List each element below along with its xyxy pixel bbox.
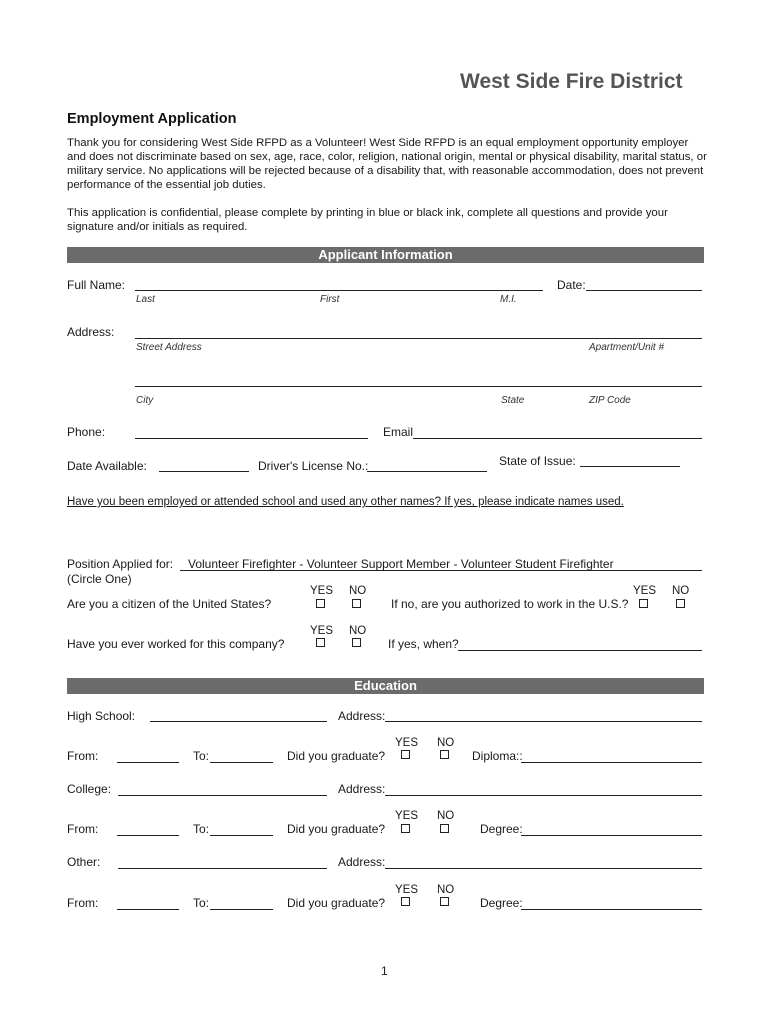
college-address-label: Address:	[338, 782, 386, 796]
other-from-label: From:	[67, 896, 99, 910]
other-degree-field[interactable]	[521, 909, 702, 910]
first-name-caption: First	[320, 294, 340, 305]
position-underline	[180, 570, 702, 571]
college-address-field[interactable]	[385, 795, 702, 796]
other-from-field[interactable]	[117, 909, 179, 910]
college-yes-header: YES	[395, 810, 419, 822]
drivers-license-label: Driver's License No.:	[258, 459, 369, 473]
college-yes-checkbox[interactable]	[401, 824, 410, 833]
other-yes-header: YES	[395, 884, 419, 896]
hs-graduate-question: Did you graduate?	[287, 749, 386, 763]
state-of-issue-label: State of Issue:	[499, 454, 576, 468]
position-options[interactable]: Volunteer Firefighter - Volunteer Support Member - Volunteer Student Firefighter	[188, 557, 614, 571]
section-header-education: Education	[67, 678, 704, 694]
other-no-header: NO	[437, 884, 455, 896]
date-available-field[interactable]	[159, 471, 249, 472]
high-school-field[interactable]	[150, 721, 327, 722]
authorized-no-checkbox[interactable]	[676, 599, 685, 608]
position-label: Position Applied for:	[67, 557, 174, 571]
other-no-checkbox[interactable]	[440, 897, 449, 906]
zip-caption: ZIP Code	[589, 395, 631, 406]
diploma-label: Diploma::	[472, 749, 523, 763]
hs-no-checkbox[interactable]	[440, 750, 449, 759]
middle-initial-caption: M.I.	[500, 294, 517, 305]
college-no-checkbox[interactable]	[440, 824, 449, 833]
street-address-caption: Street Address	[136, 342, 202, 353]
citizen-question: Are you a citizen of the United States?	[67, 597, 272, 611]
instructions-paragraph: This application is confidential, please complete by printing in blue or black ink, complete all questions and provide your signature and/or initials as required.	[67, 207, 668, 233]
authorized-question: If no, are you authorized to work in the U.S.?	[391, 597, 629, 611]
address-label: Address:	[67, 325, 115, 339]
hs-yes-checkbox[interactable]	[401, 750, 410, 759]
phone-field[interactable]	[135, 438, 368, 439]
hs-from-label: From:	[67, 749, 99, 763]
worked-yes-checkbox[interactable]	[316, 638, 325, 647]
worked-no-checkbox[interactable]	[352, 638, 361, 647]
other-address-label: Address:	[338, 855, 386, 869]
city-caption: City	[136, 395, 154, 406]
other-address-field[interactable]	[385, 868, 702, 869]
college-to-field[interactable]	[210, 835, 273, 836]
hs-to-label: To:	[193, 749, 210, 763]
citizen-yes-checkbox[interactable]	[316, 599, 325, 608]
authorized-yes-checkbox[interactable]	[639, 599, 648, 608]
college-from-label: From:	[67, 822, 99, 836]
citizen-no-checkbox[interactable]	[352, 599, 361, 608]
worked-no-header: NO	[349, 625, 367, 637]
citizen-yes-header: YES	[310, 585, 334, 597]
other-degree-label: Degree:	[480, 896, 523, 910]
worked-question: Have you ever worked for this company?	[67, 637, 285, 651]
section-header-applicant: Applicant Information	[67, 247, 704, 263]
diploma-field[interactable]	[521, 762, 702, 763]
state-caption: State	[501, 395, 525, 406]
college-no-header: NO	[437, 810, 455, 822]
last-name-caption: Last	[136, 294, 155, 305]
page-number: 1	[381, 964, 388, 978]
college-to-label: To:	[193, 822, 210, 836]
other-graduate-question: Did you graduate?	[287, 896, 386, 910]
college-from-field[interactable]	[117, 835, 179, 836]
circle-one-note: (Circle One)	[67, 572, 132, 586]
date-field[interactable]	[586, 290, 702, 291]
hs-from-field[interactable]	[117, 762, 179, 763]
date-available-label: Date Available:	[67, 459, 147, 473]
other-school-label: Other:	[67, 855, 101, 869]
other-to-field[interactable]	[210, 909, 273, 910]
authorized-no-header: NO	[672, 585, 690, 597]
college-graduate-question: Did you graduate?	[287, 822, 386, 836]
other-yes-checkbox[interactable]	[401, 897, 410, 906]
street-address-field[interactable]	[135, 338, 702, 339]
full-name-label: Full Name:	[67, 278, 126, 292]
city-state-zip-field[interactable]	[135, 386, 702, 387]
hs-to-field[interactable]	[210, 762, 273, 763]
high-school-address-field[interactable]	[385, 721, 702, 722]
document-title: West Side Fire District	[460, 70, 683, 93]
other-school-field[interactable]	[118, 868, 327, 869]
full-name-field[interactable]	[135, 290, 543, 291]
apartment-caption: Apartment/Unit #	[589, 342, 665, 353]
hs-no-header: NO	[437, 737, 455, 749]
college-label: College:	[67, 782, 112, 796]
college-field[interactable]	[118, 795, 327, 796]
email-field[interactable]	[413, 438, 702, 439]
hs-yes-header: YES	[395, 737, 419, 749]
other-names-question: Have you been employed or attended school and used any other names? If yes, please indicate names used.	[67, 496, 624, 508]
form-subtitle: Employment Application	[67, 111, 237, 127]
state-of-issue-field[interactable]	[580, 466, 680, 467]
worked-yes-header: YES	[310, 625, 334, 637]
citizen-no-header: NO	[349, 585, 367, 597]
when-field[interactable]	[458, 650, 702, 651]
college-degree-field[interactable]	[521, 835, 702, 836]
intro-paragraph: Thank you for considering West Side RFPD as a Volunteer! West Side RFPD is an equal employment opportunity employer and does not discriminate based on sex, age, race, color, religion, national origin, mental or physical disability, marital status, or military service. No applications will be rejected because of a disability that, with reasonable accommodation, does not prevent performance of the essential job duties.	[67, 137, 707, 191]
high-school-address-label: Address:	[338, 709, 386, 723]
phone-label: Phone:	[67, 425, 106, 439]
authorized-yes-header: YES	[633, 585, 657, 597]
high-school-label: High School:	[67, 709, 136, 723]
when-label: If yes, when?	[388, 637, 459, 651]
date-label: Date:	[557, 278, 586, 292]
college-degree-label: Degree:	[480, 822, 523, 836]
email-label: Email	[383, 425, 414, 439]
other-to-label: To:	[193, 896, 210, 910]
drivers-license-field[interactable]	[367, 471, 487, 472]
